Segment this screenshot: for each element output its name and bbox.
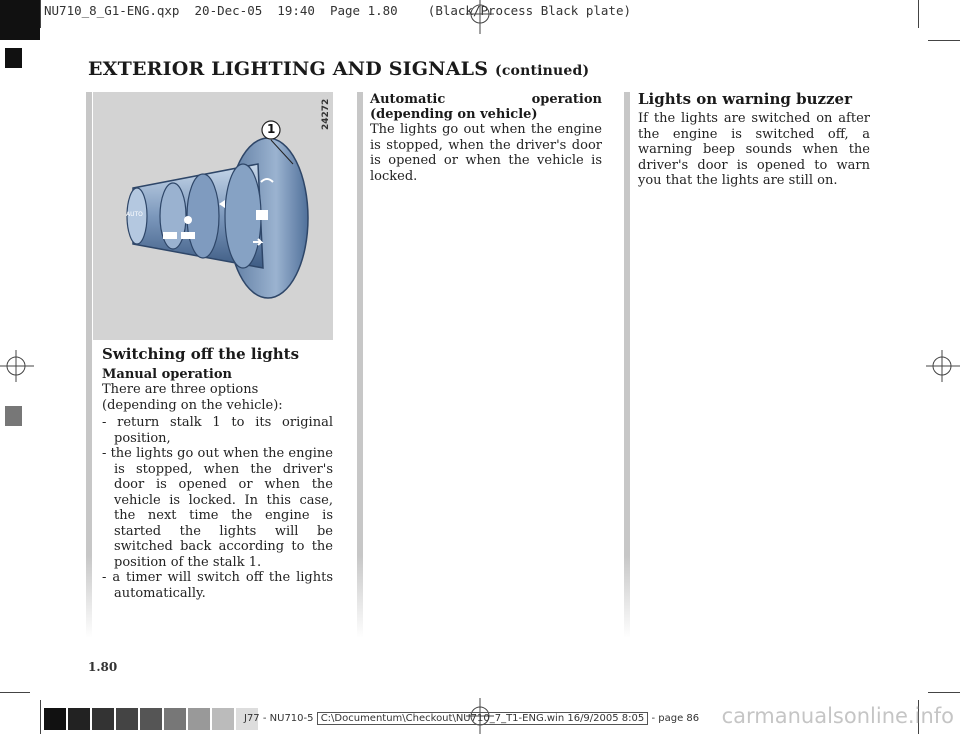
page-title-suffix: (continued) — [495, 63, 590, 79]
intro-paragraph: There are three options (depending on the vehicle): — [102, 382, 283, 413]
footer-suffix: - page 86 — [651, 713, 700, 724]
registration-target-icon — [460, 0, 500, 34]
column-3 — [638, 90, 870, 189]
paragraph: The lights go out when the engine is stopped, when the driver's door is opened or when the vehicle is locked. — [370, 122, 602, 184]
options-list — [102, 415, 333, 601]
page-number: 1.80 — [88, 660, 118, 674]
subsection-heading: Manual operation — [102, 367, 232, 382]
crop-mark — [928, 692, 960, 693]
watermark: carmanualsonline.info — [721, 704, 954, 728]
stalk-auto-label: AUTO — [126, 211, 143, 218]
section-heading: Lights on warning buzzer — [638, 90, 852, 108]
registration-block-top — [0, 0, 40, 40]
footer — [244, 713, 699, 724]
registration-target-icon — [0, 346, 40, 386]
list-item: - a timer will switch off the lights automatically. — [102, 570, 333, 601]
crop-mark — [40, 0, 41, 28]
page-title — [88, 58, 589, 80]
list-item: - return stalk 1 to its original position, — [102, 415, 333, 446]
crop-mark — [0, 692, 30, 693]
paragraph: If the lights are switched on after the engine is switched off, a warning beep sounds when the driver's door is opened to warn you that the lights are still on. — [638, 111, 870, 188]
footer-prefix: J77 - NU710-5 — [244, 713, 314, 724]
crop-mark — [918, 0, 919, 28]
column-rule — [357, 92, 363, 638]
crop-mark — [928, 40, 960, 41]
column-1 — [102, 345, 333, 601]
registration-target-icon — [920, 346, 960, 386]
registration-block-mid — [5, 406, 22, 426]
color-bar — [44, 708, 258, 730]
column-rule — [86, 92, 92, 638]
lighting-stalk-illustration — [93, 92, 333, 340]
subsection-heading: Automatic operation (depending on vehicle) — [370, 92, 602, 122]
footer-path: C:\Documentum\Checkout\NU710_7_T1-ENG.win 16/9/2005 8:05 — [317, 712, 649, 725]
registration-block-left — [5, 48, 22, 68]
column-2 — [370, 92, 602, 184]
printer-slug: NU710_8_G1-ENG.qxp 20-Dec-05 19:40 Page 1.80 (Black/Process Black plate) — [44, 3, 631, 18]
crop-mark — [40, 700, 41, 734]
list-item: - the lights go out when the engine is stopped, when the driver's door is opened or when the vehicle is locked. In this case, the next time the engine is started the lights will be switched back according to the position of the stalk 1. — [102, 446, 333, 570]
section-heading: Switching off the lights — [102, 345, 300, 363]
column-rule — [624, 92, 630, 638]
page-title-text: EXTERIOR LIGHTING AND SIGNALS — [88, 58, 489, 80]
figure-code: 24272 — [321, 98, 331, 130]
figure-callout-1: 1 — [267, 122, 276, 136]
